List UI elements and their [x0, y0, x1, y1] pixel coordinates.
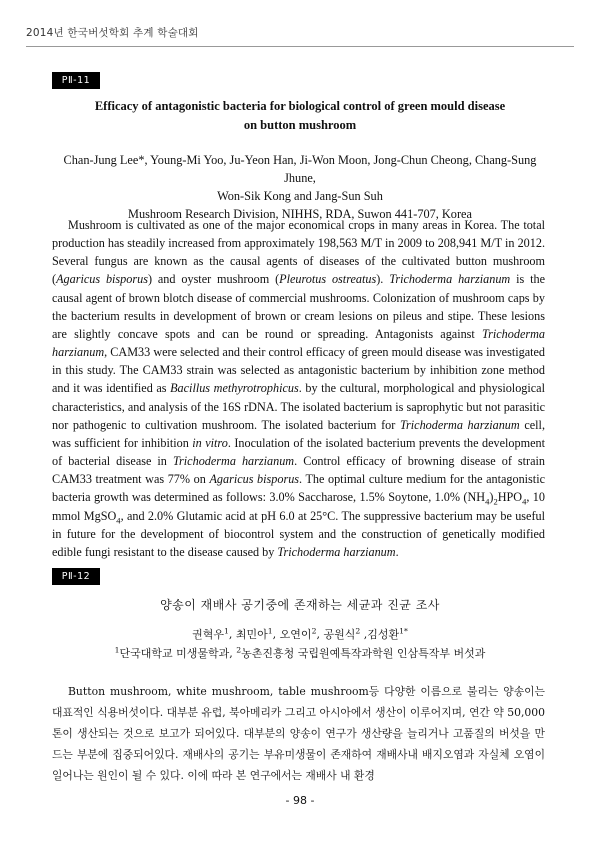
paper-title [52, 97, 548, 135]
authors-line-1: Chan-Jung Lee*, Young-Mi Yoo, Ju-Yeon Han, Ji-Won Moon, Jong-Chun Cheong, Chang-Sung Jhune, [63, 153, 537, 185]
korean-abstract-paragraph: Button mushroom, white mushroom, table mushroom등 다양한 이름으로 불리는 양송이는 대표적인 식용버섯이다. 대부분 유럽, 북아메리카 그리고 아시아에서 생산이 이루어지며, 연간 약 50,000톤이 생산되는 것으로 보고가 되어있다. 대부분의 양송이 연구가 생산량을 늘리거나 고품질의 버섯을 만드는 부분에 집중되어있다. 재배사의 공기는 부유미생물이 존재하여 재배사내 배지오염과 자실체 오염이 일어나는 원인이 될 수 있다. 이에 따라 본 연구에서는 재배사 내 환경 [52, 685, 545, 782]
author-name: 공원식 [323, 628, 356, 641]
author-name: 오연이 [279, 628, 312, 641]
abstract-id-badge: PⅡ-11 [52, 72, 100, 89]
korean-author-list: 권혁우$^1$, 최민아$^1$, 오연이$^2$, 공원식$^2$ ,김성환$^{1*}$ [192, 626, 408, 641]
author-name: 권혁우 [192, 628, 224, 641]
author-name: 최민아 [235, 628, 268, 641]
page-number: - 98 - [285, 794, 315, 807]
header-divider [26, 46, 574, 47]
korean-paper-title: 양송이 재배사 공기중에 존재하는 세균과 진균 조사 [160, 598, 440, 612]
abstract-id-badge-2: PⅡ-12 [52, 568, 100, 585]
authors-line-2: Won-Sik Kong and Jang-Sun Suh [217, 189, 383, 203]
korean-affiliation: $^1$단국대학교 미생물학과, $^2$농촌진흥청 국립원예특작과학원 인삼특작부 버섯과 [114, 645, 486, 660]
proceedings-header: 2014년 한국버섯학회 추계 학술대회 [26, 27, 199, 39]
title-line-2: on button mushroom [243, 118, 357, 132]
author-list [52, 151, 548, 223]
author-name: 김성환 [367, 628, 400, 641]
affiliation: Mushroom Research Division, NIHHS, RDA, Suwon 441-707, Korea [128, 207, 472, 221]
abstract-body [52, 216, 545, 561]
title-line-1: Efficacy of antagonistic bacteria for biological control of green mould disease [94, 99, 506, 113]
korean-abstract-body [52, 681, 545, 786]
abstract-paragraph: Mushroom is cultivated as one of the major economical crops in many areas in Korea. The total production has steadily increased from approximately 198,563 M/T in 2009 to 208,941 M/T in 2012. Several fungus are known as the causal agents of diseases of the cultivated button mushroom (Agaricus bisporus) and oyster mushroom (Pleurotus ostreatus). Trichoderma harzianum is the causal agent of brown blotch disease of commercial mushrooms. Colonization of mushroom caps by the bacterium results in development of brown or cream lesions on pileus and stipe. These lesions are slightly concave spots and can be round or spreading. Antagonists against Trichoderma harzianum, CAM33 were selected and their control efficacy of green mould disease was investigated in this study. The CAM33 strain was selected as antagonistic bacterium by inhibition zone method and it was identified as Bacillus methyrotrophicus. by the cultural, morphological and physiological characteristics, and analysis of the 16S rDNA. The isolated bacterium is saprophytic but not parasitic nor pathogenic to cultivation mushroom. The isolated bacterium for Trichoderma harzianum cell, was sufficient for inhibition in vitro. Inoculation of the isolated bacterium prevents the development of bacterial disease in Trichoderma harzianum. Control efficacy of browning disease of strain CAM33 treatment was 77% on Agaricus bisporus. The optimal culture medium for the antagonistic bacteria growth was determined as follows: 3.0% Saccharose, 1.5% Soytone, 1.0% $(NH_4)_2HPO_4$, 10 mmol MgSO$_4$, and 2.0% Glutamic acid at pH 6.0 at 25°C. The suppressive bacterium may be useful in future for the development of biocontrol system and the construction of genetically modified edible fungi resistant to the disease caused by Trichoderma harzianum. [52, 218, 546, 559]
